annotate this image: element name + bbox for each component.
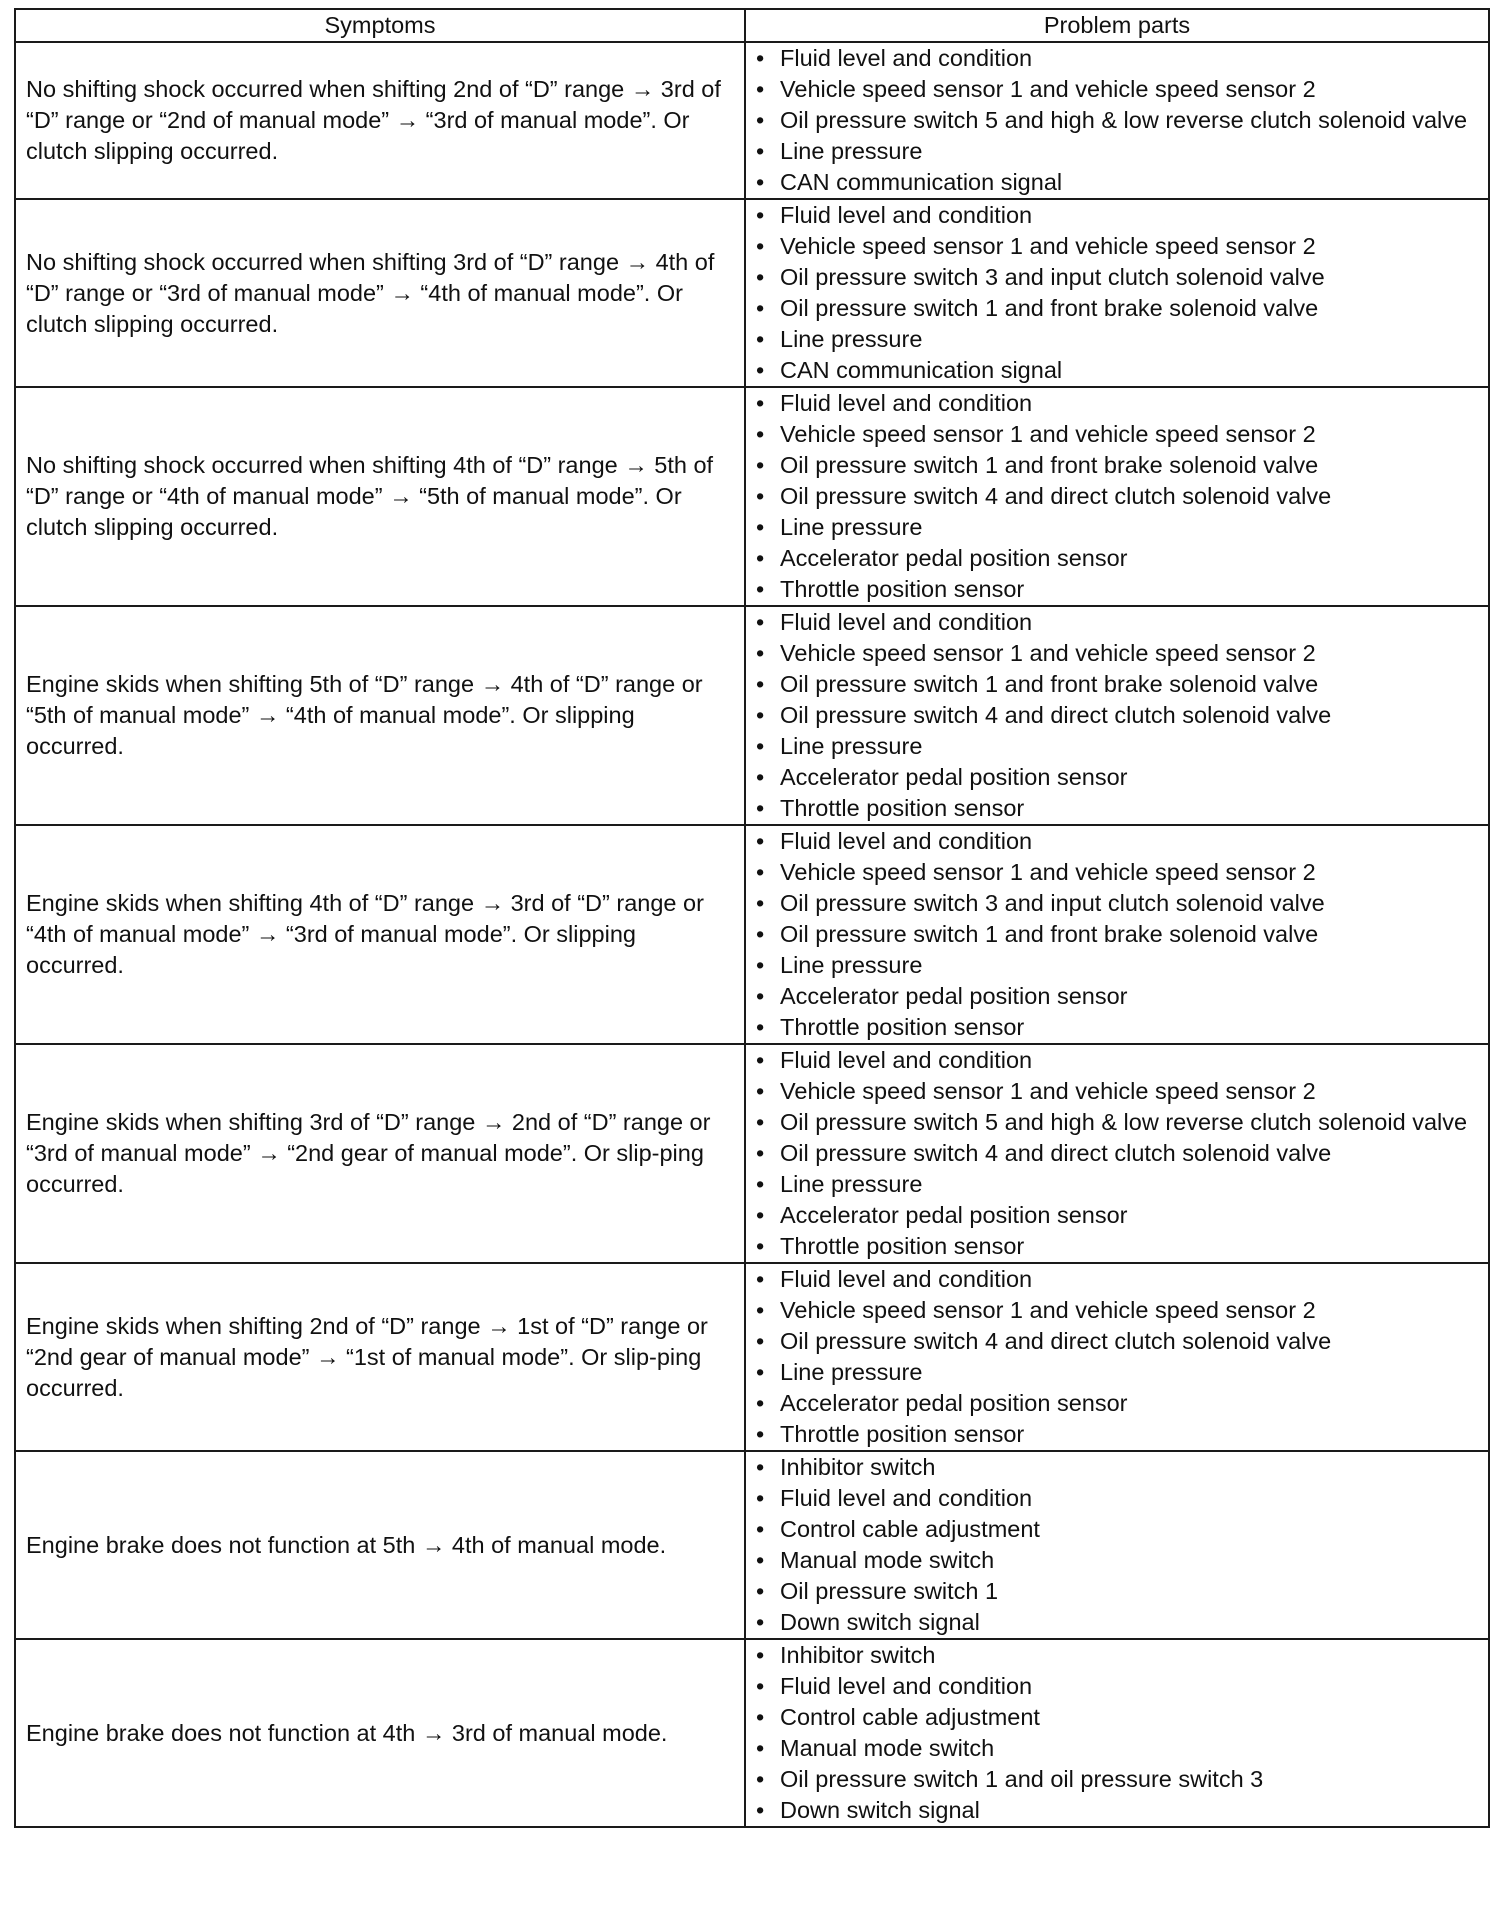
bullet-icon: • — [756, 452, 765, 478]
bullet-icon: • — [756, 733, 765, 759]
bullet-icon: • — [756, 1454, 765, 1480]
problem-part-text: Control cable adjustment — [780, 1516, 1040, 1542]
problem-part-text: Fluid level and condition — [780, 390, 1033, 416]
list-item — [756, 1607, 1478, 1638]
table-row — [15, 1044, 1489, 1263]
bullet-icon: • — [756, 640, 765, 666]
problem-part-text: Vehicle speed sensor 1 and vehicle speed sensor 2 — [780, 233, 1316, 259]
bullet-icon: • — [756, 390, 765, 416]
bullet-icon: • — [756, 421, 765, 447]
table-row — [15, 1639, 1489, 1827]
bullet-icon: • — [756, 1328, 765, 1354]
bullet-icon: • — [756, 326, 765, 352]
problem-part-text: Manual mode switch — [780, 1735, 995, 1761]
list-item — [756, 1076, 1478, 1107]
problem-part-text: Fluid level and condition — [780, 45, 1033, 71]
table-row — [15, 387, 1489, 606]
problem-parts-list — [756, 1045, 1478, 1262]
bullet-icon: • — [756, 828, 765, 854]
problem-parts-cell — [745, 606, 1489, 825]
list-item — [756, 1702, 1478, 1733]
problem-part-text: Vehicle speed sensor 1 and vehicle speed sensor 2 — [780, 76, 1316, 102]
list-item — [756, 200, 1478, 231]
bullet-icon: • — [756, 1735, 765, 1761]
list-item — [756, 638, 1478, 669]
bullet-icon: • — [756, 357, 765, 383]
symptom-cell: Engine brake does not function at 4th → 3rd of manual mode. — [15, 1639, 745, 1827]
symptom-cell: Engine skids when shifting 4th of “D” range → 3rd of “D” range or “4th of manual mode” → “3rd of manual mode”. Or slipping occurred. — [15, 825, 745, 1044]
list-item — [756, 1640, 1478, 1671]
list-item — [756, 1576, 1478, 1607]
list-item — [756, 1200, 1478, 1231]
list-item — [756, 419, 1478, 450]
problem-part-text: Accelerator pedal position sensor — [780, 545, 1128, 571]
list-item — [756, 981, 1478, 1012]
problem-parts-cell — [745, 1451, 1489, 1639]
list-item — [756, 888, 1478, 919]
bullet-icon: • — [756, 952, 765, 978]
table-row — [15, 825, 1489, 1044]
bullet-icon: • — [756, 1704, 765, 1730]
bullet-icon: • — [756, 1642, 765, 1668]
list-item — [756, 1764, 1478, 1795]
list-item — [756, 1138, 1478, 1169]
symptom-cell: No shifting shock occurred when shifting 3rd of “D” range → 4th of “D” range or “3rd of manual mode” → “4th of manual mode”. Or clutch slipping occurred. — [15, 199, 745, 387]
symptom-cell: Engine skids when shifting 5th of “D” range → 4th of “D” range or “5th of manual mode” → “4th of manual mode”. Or slipping occurred. — [15, 606, 745, 825]
problem-part-text: Line pressure — [780, 326, 923, 352]
bullet-icon: • — [756, 514, 765, 540]
bullet-icon: • — [756, 1485, 765, 1511]
list-item — [756, 1169, 1478, 1200]
problem-parts-cell — [745, 825, 1489, 1044]
bullet-icon: • — [756, 764, 765, 790]
problem-part-text: Inhibitor switch — [780, 1454, 936, 1480]
problem-part-text: Line pressure — [780, 1359, 923, 1385]
list-item — [756, 1264, 1478, 1295]
bullet-icon: • — [756, 107, 765, 133]
bullet-icon: • — [756, 264, 765, 290]
problem-part-text: Line pressure — [780, 952, 923, 978]
problem-parts-list — [756, 43, 1478, 198]
problem-part-text: Oil pressure switch 1 and oil pressure switch 3 — [780, 1766, 1264, 1792]
list-item — [756, 231, 1478, 262]
problem-part-text: Vehicle speed sensor 1 and vehicle speed sensor 2 — [780, 1297, 1316, 1323]
table-body — [15, 42, 1489, 1827]
problem-part-text: CAN communication signal — [780, 169, 1063, 195]
problem-part-text: Oil pressure switch 3 and input clutch solenoid valve — [780, 890, 1325, 916]
list-item — [756, 793, 1478, 824]
problem-part-text: Oil pressure switch 1 — [780, 1578, 999, 1604]
list-item — [756, 1419, 1478, 1450]
problem-part-text: CAN communication signal — [780, 357, 1063, 383]
list-item — [756, 1045, 1478, 1076]
list-item — [756, 1357, 1478, 1388]
bullet-icon: • — [756, 1014, 765, 1040]
problem-parts-list — [756, 1452, 1478, 1638]
problem-parts-list — [756, 607, 1478, 824]
table-row — [15, 1451, 1489, 1639]
list-item — [756, 543, 1478, 574]
problem-parts-cell — [745, 42, 1489, 199]
table-row — [15, 42, 1489, 199]
problem-parts-list — [756, 826, 1478, 1043]
problem-part-text: Accelerator pedal position sensor — [780, 764, 1128, 790]
bullet-icon: • — [756, 795, 765, 821]
problem-part-text: Inhibitor switch — [780, 1642, 936, 1668]
list-item — [756, 1295, 1478, 1326]
list-item — [756, 136, 1478, 167]
problem-part-text: Oil pressure switch 4 and direct clutch solenoid valve — [780, 702, 1332, 728]
bullet-icon: • — [756, 1233, 765, 1259]
bullet-icon: • — [756, 1047, 765, 1073]
list-item — [756, 826, 1478, 857]
list-item — [756, 731, 1478, 762]
bullet-icon: • — [756, 295, 765, 321]
bullet-icon: • — [756, 890, 765, 916]
bullet-icon: • — [756, 1421, 765, 1447]
problem-part-text: Line pressure — [780, 1171, 923, 1197]
problem-part-text: Accelerator pedal position sensor — [780, 1202, 1128, 1228]
list-item — [756, 1388, 1478, 1419]
bullet-icon: • — [756, 169, 765, 195]
problem-part-text: Fluid level and condition — [780, 828, 1033, 854]
list-item — [756, 1452, 1478, 1483]
problem-part-text: Down switch signal — [780, 1609, 980, 1635]
problem-parts-cell — [745, 199, 1489, 387]
list-item — [756, 388, 1478, 419]
bullet-icon: • — [756, 1797, 765, 1823]
bullet-icon: • — [756, 1359, 765, 1385]
problem-part-text: Down switch signal — [780, 1797, 980, 1823]
list-item — [756, 607, 1478, 638]
diagnosis-table — [14, 8, 1490, 1828]
list-item — [756, 1795, 1478, 1826]
bullet-icon: • — [756, 983, 765, 1009]
bullet-icon: • — [756, 138, 765, 164]
bullet-icon: • — [756, 1390, 765, 1416]
list-item — [756, 105, 1478, 136]
problem-part-text: Oil pressure switch 4 and direct clutch solenoid valve — [780, 1328, 1332, 1354]
list-item — [756, 1545, 1478, 1576]
bullet-icon: • — [756, 1140, 765, 1166]
problem-part-text: Accelerator pedal position sensor — [780, 983, 1128, 1009]
bullet-icon: • — [756, 1297, 765, 1323]
bullet-icon: • — [756, 1266, 765, 1292]
problem-part-text: Fluid level and condition — [780, 1047, 1033, 1073]
bullet-icon: • — [756, 1766, 765, 1792]
bullet-icon: • — [756, 671, 765, 697]
problem-part-text: Vehicle speed sensor 1 and vehicle speed sensor 2 — [780, 421, 1316, 447]
list-item — [756, 1733, 1478, 1764]
symptom-cell: Engine skids when shifting 3rd of “D” range → 2nd of “D” range or “3rd of manual mode” → “2nd gear of manual mode”. Or slip-ping occurred. — [15, 1044, 745, 1263]
header-row — [15, 9, 1489, 42]
problem-part-text: Control cable adjustment — [780, 1704, 1040, 1730]
problem-part-text: Line pressure — [780, 514, 923, 540]
list-item — [756, 1012, 1478, 1043]
list-item — [756, 1671, 1478, 1702]
list-item — [756, 74, 1478, 105]
bullet-icon: • — [756, 1202, 765, 1228]
problem-parts-list — [756, 388, 1478, 605]
list-item — [756, 919, 1478, 950]
bullet-icon: • — [756, 45, 765, 71]
problem-part-text: Fluid level and condition — [780, 609, 1033, 635]
list-item — [756, 450, 1478, 481]
bullet-icon: • — [756, 483, 765, 509]
problem-parts-cell — [745, 1263, 1489, 1451]
problem-parts-cell — [745, 1044, 1489, 1263]
problem-part-text: Line pressure — [780, 138, 923, 164]
list-item — [756, 1107, 1478, 1138]
problem-part-text: Throttle position sensor — [780, 576, 1025, 602]
problem-part-text: Throttle position sensor — [780, 795, 1025, 821]
problem-parts-list — [756, 1640, 1478, 1826]
problem-part-text: Throttle position sensor — [780, 1421, 1025, 1447]
problem-part-text: Fluid level and condition — [780, 202, 1033, 228]
bullet-icon: • — [756, 921, 765, 947]
list-item — [756, 43, 1478, 74]
bullet-icon: • — [756, 76, 765, 102]
list-item — [756, 700, 1478, 731]
problem-part-text: Vehicle speed sensor 1 and vehicle speed sensor 2 — [780, 859, 1316, 885]
problem-part-text: Accelerator pedal position sensor — [780, 1390, 1128, 1416]
list-item — [756, 1231, 1478, 1262]
symptom-cell: No shifting shock occurred when shifting 4th of “D” range → 5th of “D” range or “4th of manual mode” → “5th of manual mode”. Or clutch slipping occurred. — [15, 387, 745, 606]
problem-part-text: Oil pressure switch 1 and front brake solenoid valve — [780, 452, 1319, 478]
problem-part-text: Vehicle speed sensor 1 and vehicle speed sensor 2 — [780, 1078, 1316, 1104]
problem-part-text: Throttle position sensor — [780, 1014, 1025, 1040]
list-item — [756, 762, 1478, 793]
list-item — [756, 293, 1478, 324]
list-item — [756, 262, 1478, 293]
bullet-icon: • — [756, 1609, 765, 1635]
symptom-cell: Engine skids when shifting 2nd of “D” range → 1st of “D” range or “2nd gear of manual mode” → “1st of manual mode”. Or slip-ping occurred. — [15, 1263, 745, 1451]
table-row — [15, 1263, 1489, 1451]
problem-part-text: Oil pressure switch 5 and high & low reverse clutch solenoid valve — [780, 107, 1468, 133]
problem-part-text: Oil pressure switch 1 and front brake solenoid valve — [780, 671, 1319, 697]
problem-part-text: Oil pressure switch 3 and input clutch solenoid valve — [780, 264, 1325, 290]
bullet-icon: • — [756, 1673, 765, 1699]
problem-part-text: Oil pressure switch 4 and direct clutch solenoid valve — [780, 1140, 1332, 1166]
bullet-icon: • — [756, 1109, 765, 1135]
problem-part-text: Oil pressure switch 1 and front brake solenoid valve — [780, 921, 1319, 947]
problem-part-text: Fluid level and condition — [780, 1485, 1033, 1511]
list-item — [756, 481, 1478, 512]
bullet-icon: • — [756, 233, 765, 259]
problem-part-text: Fluid level and condition — [780, 1266, 1033, 1292]
table-row — [15, 606, 1489, 825]
bullet-icon: • — [756, 859, 765, 885]
bullet-icon: • — [756, 1547, 765, 1573]
bullet-icon: • — [756, 1516, 765, 1542]
list-item — [756, 324, 1478, 355]
table-row — [15, 199, 1489, 387]
bullet-icon: • — [756, 1171, 765, 1197]
problem-part-text: Fluid level and condition — [780, 1673, 1033, 1699]
list-item — [756, 950, 1478, 981]
bullet-icon: • — [756, 609, 765, 635]
list-item — [756, 355, 1478, 386]
bullet-icon: • — [756, 576, 765, 602]
problem-part-text: Oil pressure switch 5 and high & low reverse clutch solenoid valve — [780, 1109, 1468, 1135]
list-item — [756, 1514, 1478, 1545]
list-item — [756, 1483, 1478, 1514]
symptom-cell: Engine brake does not function at 5th → 4th of manual mode. — [15, 1451, 745, 1639]
bullet-icon: • — [756, 1078, 765, 1104]
symptom-cell: No shifting shock occurred when shifting 2nd of “D” range → 3rd of “D” range or “2nd of manual mode” → “3rd of manual mode”. Or clutch slipping occurred. — [15, 42, 745, 199]
bullet-icon: • — [756, 1578, 765, 1604]
problem-parts-cell — [745, 1639, 1489, 1827]
problem-parts-list — [756, 1264, 1478, 1450]
problem-part-text: Oil pressure switch 1 and front brake solenoid valve — [780, 295, 1319, 321]
problem-part-text: Line pressure — [780, 733, 923, 759]
symptoms-header: Symptoms — [15, 9, 745, 42]
problem-part-text: Manual mode switch — [780, 1547, 995, 1573]
list-item — [756, 857, 1478, 888]
list-item — [756, 167, 1478, 198]
list-item — [756, 669, 1478, 700]
problem-parts-header: Problem parts — [745, 9, 1489, 42]
bullet-icon: • — [756, 545, 765, 571]
list-item — [756, 574, 1478, 605]
problem-parts-list — [756, 200, 1478, 386]
problem-part-text: Oil pressure switch 4 and direct clutch solenoid valve — [780, 483, 1332, 509]
bullet-icon: • — [756, 202, 765, 228]
bullet-icon: • — [756, 702, 765, 728]
list-item — [756, 512, 1478, 543]
list-item — [756, 1326, 1478, 1357]
problem-part-text: Throttle position sensor — [780, 1233, 1025, 1259]
problem-part-text: Vehicle speed sensor 1 and vehicle speed sensor 2 — [780, 640, 1316, 666]
problem-parts-cell — [745, 387, 1489, 606]
